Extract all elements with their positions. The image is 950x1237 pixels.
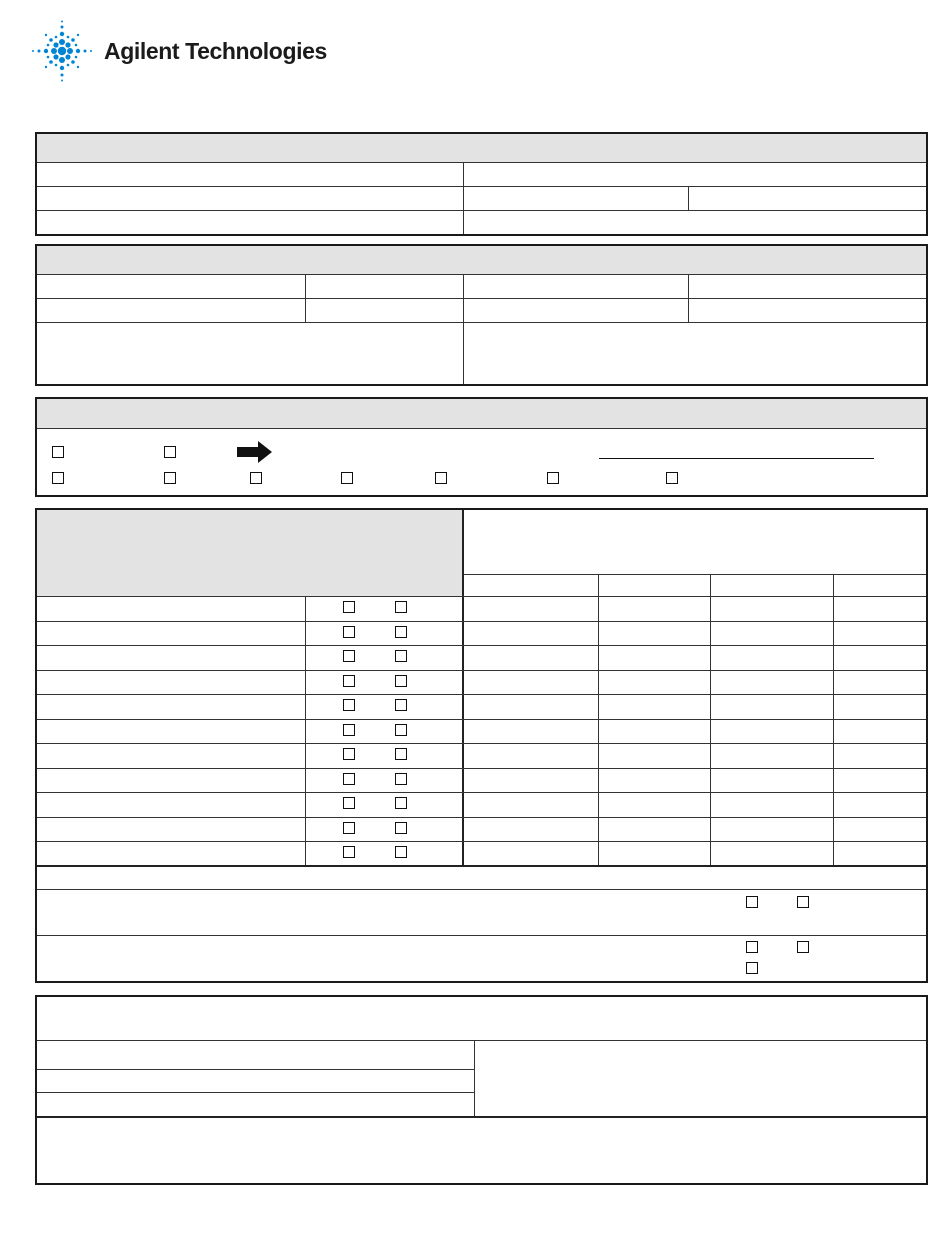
- table-cell[interactable]: [465, 646, 598, 670]
- form-section-3: [35, 397, 928, 497]
- checkbox-4-b1[interactable]: [746, 941, 758, 953]
- table-row-checkbox-b[interactable]: [395, 748, 407, 760]
- table-cell[interactable]: [600, 744, 710, 768]
- table-cell[interactable]: [835, 695, 928, 719]
- table-cell[interactable]: [600, 597, 710, 621]
- checkbox-3-7[interactable]: [435, 472, 447, 484]
- field-5-2[interactable]: [37, 1070, 474, 1092]
- table-cell[interactable]: [38, 646, 305, 670]
- field-5-1[interactable]: [37, 1041, 474, 1069]
- table-cell[interactable]: [712, 842, 833, 866]
- table-row-checkbox-b[interactable]: [395, 626, 407, 638]
- field-2-1[interactable]: [37, 275, 305, 298]
- field-2-7[interactable]: [464, 299, 688, 322]
- table-cell[interactable]: [712, 793, 833, 817]
- field-4-note-3[interactable]: [37, 936, 926, 981]
- field-1-1[interactable]: [37, 163, 463, 186]
- brand-name: Agilent Technologies: [104, 38, 327, 64]
- field-2-4[interactable]: [689, 275, 926, 298]
- field-1-3[interactable]: [37, 187, 463, 210]
- table-cell[interactable]: [38, 597, 305, 621]
- field-2-8[interactable]: [689, 299, 926, 322]
- checkbox-4-b3[interactable]: [746, 962, 758, 974]
- field-1-7[interactable]: [464, 211, 926, 234]
- section-1-header: [37, 134, 926, 162]
- section-3-header: [37, 399, 926, 428]
- table-cell[interactable]: [38, 842, 305, 866]
- field-4-note-2[interactable]: [37, 890, 926, 935]
- section-2-header: [37, 246, 926, 274]
- table-cell[interactable]: [835, 720, 928, 744]
- table-cell[interactable]: [465, 842, 598, 866]
- checkbox-4-a2[interactable]: [797, 896, 809, 908]
- checkbox-3-2[interactable]: [164, 446, 176, 458]
- table-cell[interactable]: [38, 793, 305, 817]
- checkbox-3-9[interactable]: [666, 472, 678, 484]
- table-cell[interactable]: [600, 646, 710, 670]
- table-row-checkbox-b[interactable]: [395, 675, 407, 687]
- checkbox-3-5[interactable]: [250, 472, 262, 484]
- table-cell[interactable]: [38, 622, 305, 646]
- table-cell[interactable]: [712, 597, 833, 621]
- checkbox-3-6[interactable]: [341, 472, 353, 484]
- table-cell[interactable]: [600, 671, 710, 695]
- table-row-checkbox-b[interactable]: [395, 724, 407, 736]
- table-row-checkbox-b[interactable]: [395, 650, 407, 662]
- section-5-header: [37, 997, 926, 1040]
- form-section-5: [35, 995, 928, 1185]
- field-2-3[interactable]: [464, 275, 688, 298]
- table-row-checkbox-b[interactable]: [395, 822, 407, 834]
- table-row-checkbox-b[interactable]: [395, 699, 407, 711]
- table-cell[interactable]: [600, 769, 710, 793]
- field-5-4[interactable]: [475, 1041, 926, 1116]
- checkbox-4-b2[interactable]: [797, 941, 809, 953]
- table-cell[interactable]: [600, 793, 710, 817]
- table-cell[interactable]: [835, 818, 928, 842]
- table-cell[interactable]: [835, 622, 928, 646]
- field-2-6[interactable]: [306, 299, 463, 322]
- table-cell[interactable]: [600, 842, 710, 866]
- table-cell[interactable]: [38, 720, 305, 744]
- table-row-checkbox-b[interactable]: [395, 797, 407, 809]
- table-cell[interactable]: [835, 842, 928, 866]
- table-cell[interactable]: [600, 818, 710, 842]
- checkbox-3-4[interactable]: [164, 472, 176, 484]
- table-cell[interactable]: [465, 793, 598, 817]
- table-row-checkbox-a[interactable]: [343, 675, 355, 687]
- table-row-checkbox-a[interactable]: [343, 748, 355, 760]
- table-cell[interactable]: [38, 744, 305, 768]
- field-1-6[interactable]: [37, 211, 463, 234]
- checkbox-4-a1[interactable]: [746, 896, 758, 908]
- table-cell[interactable]: [712, 671, 833, 695]
- table-row-checkbox-b[interactable]: [395, 601, 407, 613]
- input-underline[interactable]: [599, 458, 874, 459]
- form-section-4: [35, 508, 928, 983]
- table-row-checkbox-a[interactable]: [343, 601, 355, 613]
- field-4-note-1[interactable]: [37, 867, 926, 889]
- table-cell[interactable]: [465, 818, 598, 842]
- table-cell[interactable]: [712, 622, 833, 646]
- table-cell[interactable]: [835, 597, 928, 621]
- table-row-checkbox-a[interactable]: [343, 846, 355, 858]
- table-cell[interactable]: [38, 818, 305, 842]
- field-1-4[interactable]: [464, 187, 688, 210]
- table-cell[interactable]: [465, 695, 598, 719]
- table-cell[interactable]: [600, 720, 710, 744]
- table-cell[interactable]: [835, 646, 928, 670]
- table-row-checkbox-a[interactable]: [343, 797, 355, 809]
- checkbox-3-8[interactable]: [547, 472, 559, 484]
- table-row-checkbox-b[interactable]: [395, 846, 407, 858]
- table-cell[interactable]: [465, 744, 598, 768]
- field-2-5[interactable]: [37, 299, 305, 322]
- checkbox-3-1[interactable]: [52, 446, 64, 458]
- table-cell[interactable]: [712, 769, 833, 793]
- agilent-spark-logo-icon: [30, 20, 94, 82]
- field-1-5[interactable]: [689, 187, 926, 210]
- table-row-checkbox-a[interactable]: [343, 724, 355, 736]
- table-row-checkbox-a[interactable]: [343, 699, 355, 711]
- form-section-2: [35, 244, 928, 386]
- field-5-5[interactable]: [37, 1118, 926, 1183]
- checkbox-3-3[interactable]: [52, 472, 64, 484]
- table-cell[interactable]: [465, 720, 598, 744]
- section-4-right-header: [464, 510, 926, 574]
- table-cell[interactable]: [600, 695, 710, 719]
- table-cell[interactable]: [465, 769, 598, 793]
- table-cell[interactable]: [835, 671, 928, 695]
- table-cell[interactable]: [835, 744, 928, 768]
- form-section-1: [35, 132, 928, 236]
- table-cell[interactable]: [712, 818, 833, 842]
- table-cell[interactable]: [712, 720, 833, 744]
- table-cell[interactable]: [600, 622, 710, 646]
- table-row-checkbox-b[interactable]: [395, 773, 407, 785]
- table-cell[interactable]: [712, 744, 833, 768]
- field-2-10[interactable]: [464, 323, 926, 384]
- table-cell[interactable]: [465, 597, 598, 621]
- table-cell[interactable]: [465, 671, 598, 695]
- field-1-2[interactable]: [464, 163, 926, 186]
- table-cell[interactable]: [835, 769, 928, 793]
- table-cell[interactable]: [38, 671, 305, 695]
- table-cell[interactable]: [465, 622, 598, 646]
- arrow-right-icon: [237, 441, 273, 463]
- field-5-3[interactable]: [37, 1093, 474, 1116]
- table-cell[interactable]: [712, 695, 833, 719]
- table-row-checkbox-a[interactable]: [343, 650, 355, 662]
- table-cell[interactable]: [38, 695, 305, 719]
- field-2-2[interactable]: [306, 275, 463, 298]
- table-row-checkbox-a[interactable]: [343, 773, 355, 785]
- field-2-9[interactable]: [37, 323, 463, 384]
- table-cell[interactable]: [835, 793, 928, 817]
- table-cell[interactable]: [38, 769, 305, 793]
- section-4-left-header: [37, 510, 463, 596]
- table-row-checkbox-a[interactable]: [343, 822, 355, 834]
- table-cell[interactable]: [712, 646, 833, 670]
- table-row-checkbox-a[interactable]: [343, 626, 355, 638]
